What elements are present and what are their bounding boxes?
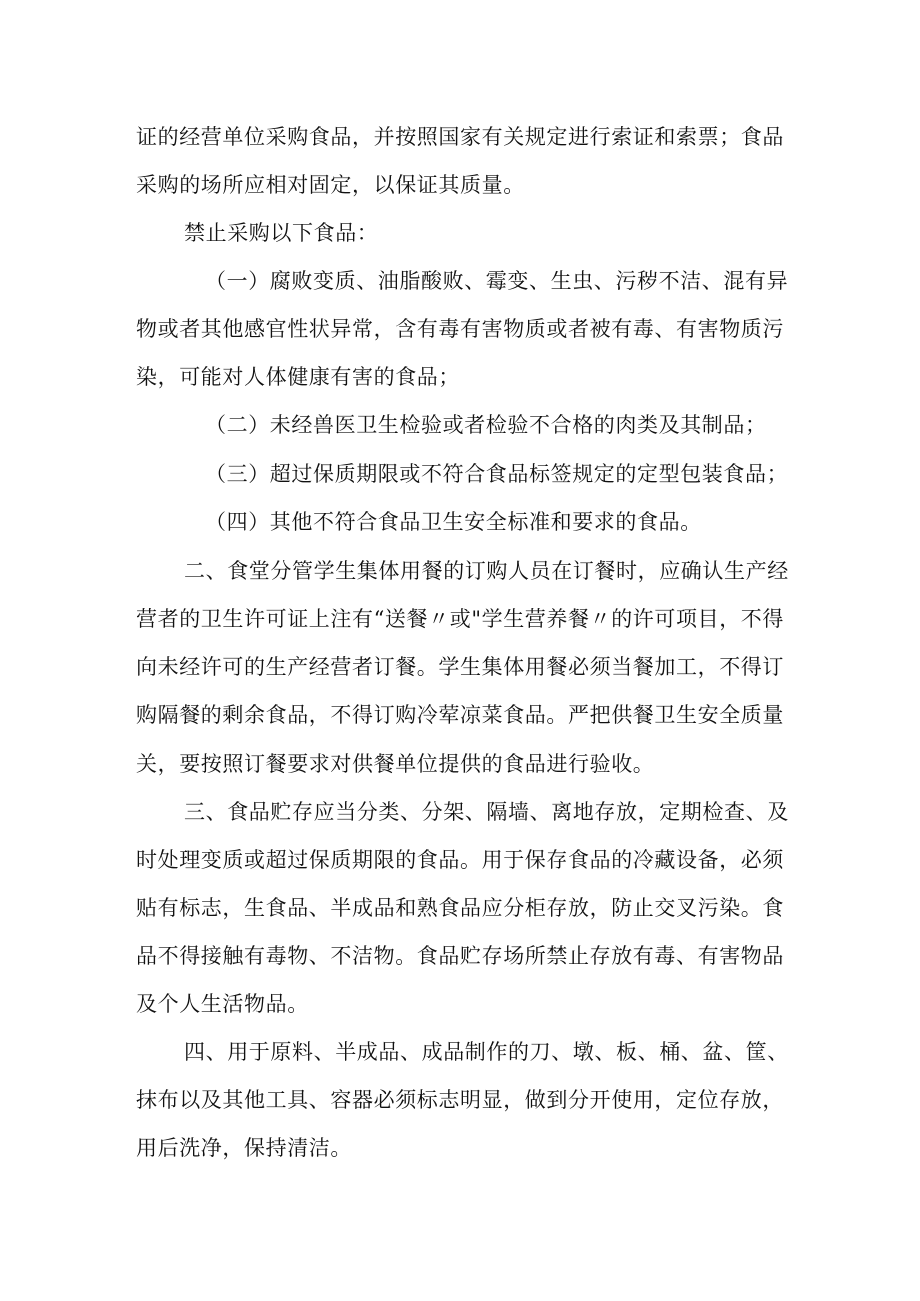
text-line: 物或者其他感官性状异常，含有毒有害物质或者被有毒、有害物质污 [136, 317, 784, 341]
text-line: 营者的卫生许可证上注有“送餐〃或"学生营养餐〃的许可项目，不得 [136, 607, 784, 631]
text-line: 抹布以及其他工具、容器必须标志明显，做到分开使用，定位存放， [136, 1088, 784, 1112]
text-line: 四、用于原料、半成品、成品制作的刀、墩、板、桶、盆、筐、 [184, 1040, 789, 1064]
text-line: 采购的场所应相对固定，以保证其质量。 [136, 173, 525, 197]
text-line: 时处理变质或超过保质期限的食品。用于保存食品的冷藏设备，必须 [136, 848, 784, 872]
text-line: 关，要按照订餐要求对供餐单位提供的食品进行验收。 [136, 752, 655, 776]
text-line: 二、食堂分管学生集体用餐的订购人员在订餐时，应确认生产经 [184, 559, 789, 583]
text-line: 三、食品贮存应当分类、分架、隔墙、离地存放，定期检查、及 [184, 800, 789, 824]
text-line: 染，可能对人体健康有害的食品； [136, 365, 460, 389]
text-line: 及个人生活物品。 [136, 992, 309, 1016]
text-line: （二）未经兽医卫生检验或者检验不合格的肉类及其制品； [205, 413, 767, 437]
text-line: 品不得接触有毒物、不洁物。食品贮存场所禁止存放有毒、有害物品 [136, 944, 784, 968]
text-line: 向未经许可的生产经营者订餐。学生集体用餐必须当餐加工，不得订 [136, 655, 784, 679]
text-line: （一）腐败变质、油脂酸败、霉变、生虫、污秽不洁、混有异 [205, 269, 789, 293]
text-line: 禁止采购以下食品： [184, 221, 379, 245]
text-line: （四）其他不符合食品卫生安全标准和要求的食品。 [205, 510, 702, 534]
text-line: （三）超过保质期限或不符合食品标签规定的定型包装食品； [205, 462, 789, 486]
text-line: 用后洗净，保持清洁。 [136, 1136, 352, 1160]
text-line: 贴有标志，生食品、半成品和熟食品应分柜存放，防止交叉污染。食 [136, 896, 784, 920]
text-line: 购隔餐的剩余食品，不得订购冷荤凉菜食品。严把供餐卫生安全质量 [136, 703, 784, 727]
text-line: 证的经营单位采购食品，并按照国家有关规定进行索证和索票；食品 [136, 125, 784, 149]
